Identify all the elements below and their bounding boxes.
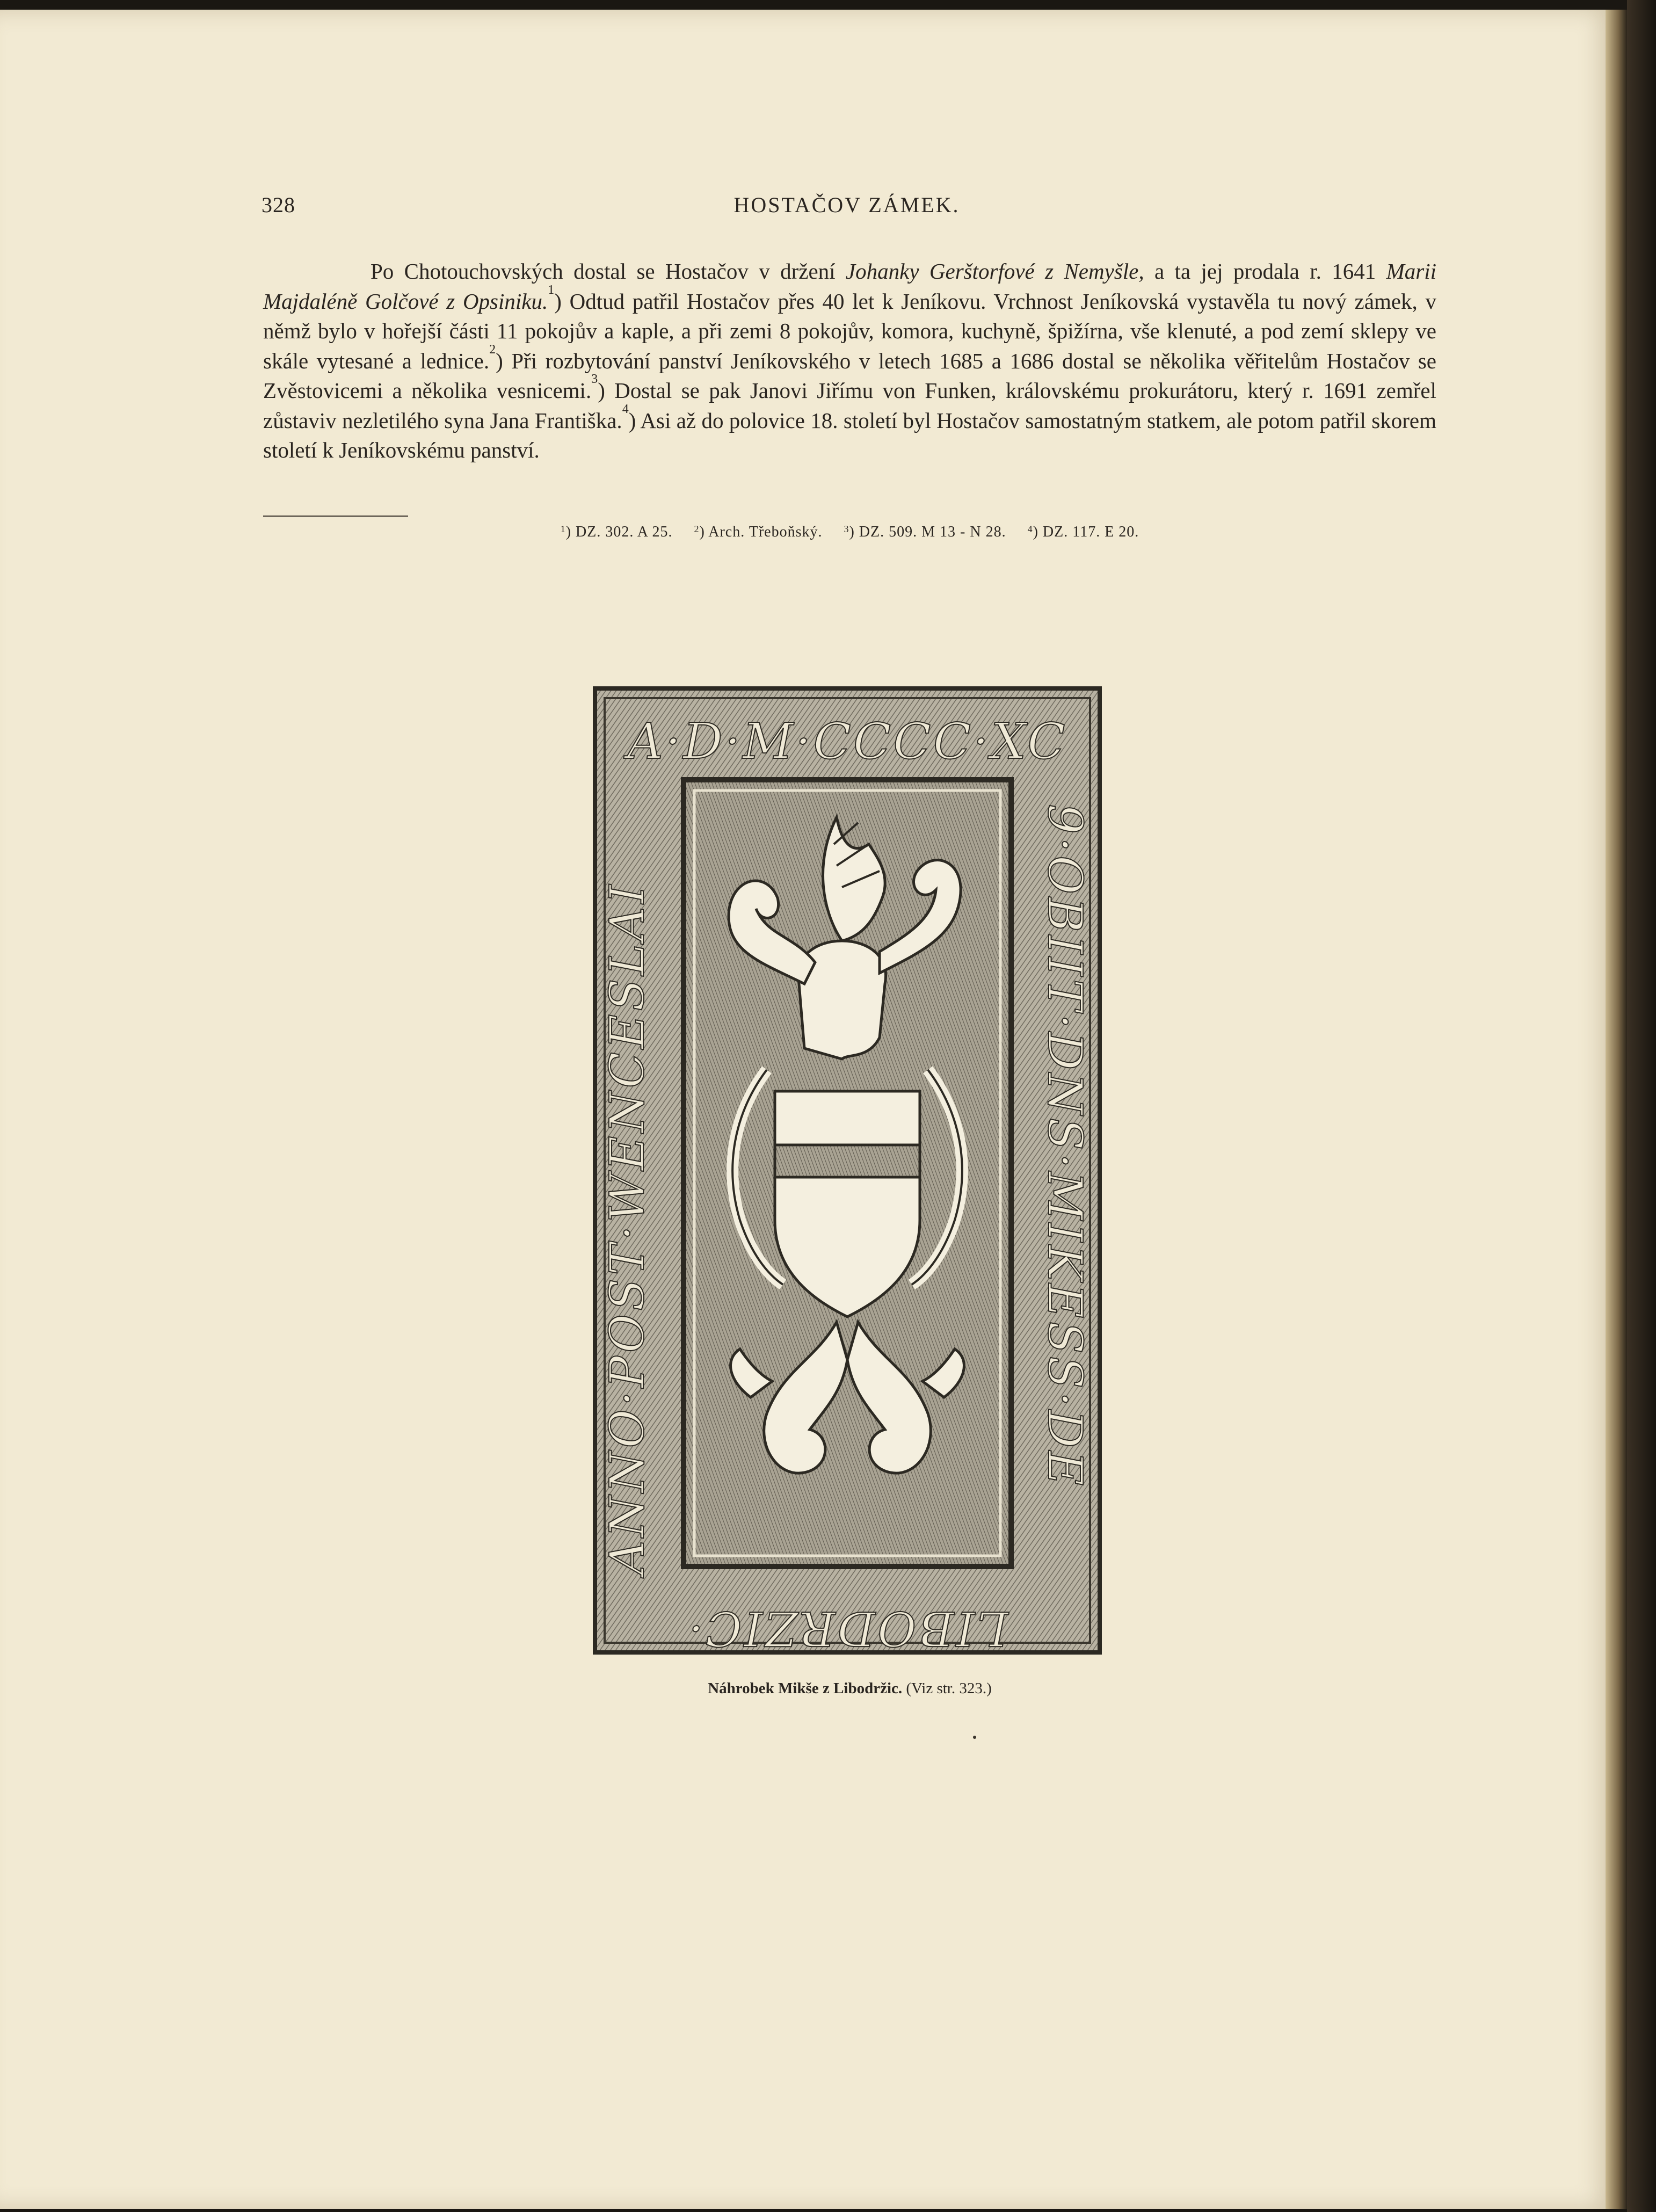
text-run: ) Při rozbytování panství Jeníkovského v letech 1685 a 1686 dostal se několika věřitelům Hostačov se Zvěstovicemi a několika vesnicemi. <box>263 348 1436 403</box>
text-run: ) Asi až do polovice 18. století byl Hostačov samostatným statkem, ale potom patřil skorem století k Jeníkovskému panství. <box>263 408 1436 462</box>
caption-title: Náhrobek Mikše z Libodržic. <box>708 1680 903 1697</box>
footnote-mark: 1 <box>560 524 566 534</box>
footnote-text: ) DZ. 302. A 25. <box>565 524 673 540</box>
tombstone-engraving <box>590 683 1105 1658</box>
text-run: ) Odtud patřil Hostačov přes 40 let k Jeníkovu. Vrchnost Jeníkovská vystavěla tu nový zámek, v němž bylo v hořejší části 11 pokojův a kaple, a při zemi 8 pokojův, komora, kuchyně, špižírna, vše klenuté, a pod zemí sklepy ve skále vytesané a lednice. <box>263 288 1436 373</box>
binding-shadow <box>1627 0 1656 2212</box>
footnote-ref: 2 <box>489 342 496 357</box>
italic-name: Marii Majdaléně Golčové z Opsiniku. <box>263 259 1437 314</box>
footnote-text: ) DZ. 509. M 13 - N 28. <box>849 524 1006 540</box>
inscription-right: 9·OBIIT·DNS·MIKESS·DE <box>1037 804 1093 1489</box>
page-edge <box>1606 10 1627 2209</box>
inscription-left: ANNO·POST·WENCESLAI <box>599 881 655 1575</box>
running-title: HOSTAČOV ZÁMEK. <box>733 193 960 217</box>
footnote-mark: 3 <box>844 524 849 534</box>
italic-name: Johanky Gerštorfové z Nemyšle, <box>845 259 1144 284</box>
footnote <box>561 524 673 540</box>
footnote <box>694 524 822 540</box>
text-run: a ta jej prodala r. 1641 <box>1144 259 1386 284</box>
print-speck <box>973 1736 976 1739</box>
figure-caption <box>263 1680 1436 1698</box>
footnote-ref: 4 <box>622 402 629 416</box>
body-paragraph <box>263 257 1436 466</box>
text-run: ) Dostal se pak Janovi Jiřímu von Funken, královskému prokurátoru, který r. 1691 zemřel zůstaviv nezletilého syna Jana Františka. <box>263 378 1436 433</box>
inscription-top: A·D·M·CCCC·XC <box>627 713 1067 770</box>
footnote <box>1028 524 1139 540</box>
footnote-rule <box>263 516 408 517</box>
footnote-mark: 2 <box>694 524 700 534</box>
footnote-ref: 1 <box>548 282 555 297</box>
footnote-mark: 4 <box>1027 524 1033 534</box>
footnote-text: ) DZ. 117. E 20. <box>1033 524 1139 540</box>
page-number: 328 <box>262 193 295 217</box>
caption-reference: (Viz str. 323.) <box>902 1680 992 1697</box>
footnotes <box>263 524 1436 541</box>
footnote-ref: 3 <box>591 372 598 386</box>
footnote-text: ) Arch. Třeboňský. <box>699 524 823 540</box>
text-run: Po Chotouchovských dostal se Hostačov v držení <box>371 259 846 284</box>
shield-bar <box>775 1145 920 1177</box>
tombstone-illustration <box>590 683 1105 1658</box>
running-head <box>262 192 1432 230</box>
footnote <box>844 524 1006 540</box>
inscription-bottom: LIBODRZIC· <box>686 1601 1008 1656</box>
